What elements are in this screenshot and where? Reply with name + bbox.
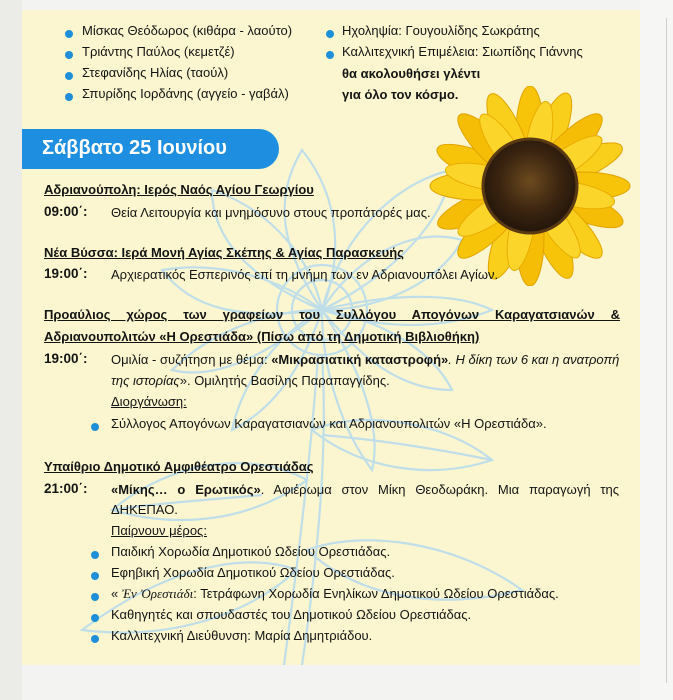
participants-label: Παίρνουν μέρος: — [111, 523, 207, 538]
bullet-icon — [65, 93, 73, 101]
bullet-icon — [91, 551, 99, 559]
event-3-line2 — [111, 373, 390, 388]
time-2: 19:00΄: — [44, 266, 88, 281]
participant-5: Καλλιτεχνική Διεύθυνση: Μαρία Δημητριάδου. — [111, 628, 373, 643]
event-3-topic: «Μικρασιατική καταστροφή» — [271, 352, 449, 367]
sunflower-photo-icon — [424, 86, 636, 286]
credit-left-4: Σπυρίδης Ιορδάνης (αγγείο - γαβάλ) — [82, 86, 289, 101]
closing-note-1: θα ακολουθήσει γλέντι — [342, 66, 481, 81]
event-3-line1 — [111, 352, 619, 367]
choir-name: Ἐν Ὀρεστιάδι — [121, 586, 194, 601]
right-margin — [640, 0, 673, 700]
credit-left-2: Τριάντης Παύλος (κεμετζέ) — [82, 44, 235, 59]
participant-2: Εφηβική Χορωδία Δημοτικού Ωδείου Ορεστιάδας. — [111, 565, 395, 580]
event-4-line1 — [111, 482, 619, 497]
time-1: 09:00΄: — [44, 204, 88, 219]
event-2-text: Αρχιερατικός Εσπερινός επί τη μνήμη των εν Αδριανουπόλει Αγίων. — [111, 267, 499, 282]
day-title: Σάββατο 25 Ιουνίου — [42, 137, 227, 159]
bullet-icon — [91, 593, 99, 601]
event-4-title: «Μίκης… ο Ερωτικός» — [111, 482, 261, 497]
venue-3-line2: Αδριανουπολιτών «Η Ορεστιάδα» (Πίσω από τη Δημοτική Βιβλιοθήκη) — [44, 329, 480, 344]
bullet-icon — [91, 423, 99, 431]
bullet-icon — [326, 51, 334, 59]
credit-left-1: Μίσκας Θεόδωρος (κιθάρα - λαούτο) — [82, 23, 293, 38]
bullet-icon — [91, 635, 99, 643]
participant-1: Παιδική Χορωδία Δημοτικού Ωδείου Ορεστιάδας. — [111, 544, 391, 559]
left-margin — [0, 0, 22, 700]
day-banner — [22, 129, 279, 169]
bullet-icon — [65, 30, 73, 38]
closing-note-2: για όλο τον κόσμο. — [342, 87, 459, 102]
credit-left-3: Στεφανίδης Ηλίας (ταούλ) — [82, 65, 229, 80]
bullet-icon — [65, 51, 73, 59]
event-3-text-d: της ιστορίας — [111, 373, 180, 388]
bullet-icon — [326, 30, 334, 38]
event-4-desc: . Αφιέρωμα στον Μίκη Θεοδωράκη. Μια παραγωγή της — [260, 482, 619, 497]
participant-3-rest: : Τετράφωνη Χορωδία Ενηλίκων Δημοτικού Ωδείου Ορεστιάδας. — [193, 586, 559, 601]
credit-right-1: Ηχοληψία: Γουγουλίδης Σωκράτης — [342, 23, 540, 38]
event-3-text-e: ». Ομιλητής Βασίλης Παραπαγγίδης. — [179, 373, 390, 388]
bullet-icon — [91, 614, 99, 622]
time-3: 19:00΄: — [44, 351, 88, 366]
venue-4: Υπαίθριο Δημοτικό Αμφιθέατρο Ορεστιάδας — [44, 459, 314, 474]
event-4-desc-2: ΔΗΚΕΠΑΟ. — [111, 502, 178, 517]
participant-3: « Ἐν Ὀρεστιάδι: Τετράφωνη Χορωδία Ενηλίκων Δημοτικού Ωδείου Ορεστιάδας. — [111, 586, 559, 601]
organizer-label: Διοργάνωση: — [111, 394, 187, 409]
event-poster — [22, 10, 640, 665]
participant-4: Καθηγητές και σπουδαστές του Δημοτικού Ωδείου Ορεστιάδας. — [111, 607, 472, 622]
event-3-text-c: . Η δίκη των 6 και η ανατροπή — [448, 352, 620, 367]
event-3-text-a: Ομιλία - συζήτηση με θέμα: — [111, 352, 272, 367]
page-edge-line — [666, 18, 667, 683]
event-1-text: Θεία Λειτουργία και μνημόσυνο στους προπάτορές μας. — [111, 205, 431, 220]
time-4: 21:00΄: — [44, 481, 88, 496]
bullet-icon — [91, 572, 99, 580]
venue-2: Νέα Βύσσα: Ιερά Μονή Αγίας Σκέπης & Αγίας Παρασκευής — [44, 245, 404, 260]
organizer-name: Σύλλογος Απογόνων Καραγατσιανών και Αδριανουπολιτών «Η Ορεστιάδα». — [111, 416, 547, 431]
venue-3-line1: Προαύλιος χώρος των γραφείων του Συλλόγου Απογόνων Καραγατσιανών & — [44, 307, 620, 322]
bullet-icon — [65, 72, 73, 80]
credit-right-2: Καλλιτεχνική Επιμέλεια: Σιωπίδης Γιάννης — [342, 44, 583, 59]
venue-1: Αδριανούπολη: Ιερός Ναός Αγίου Γεωργίου — [44, 182, 314, 197]
